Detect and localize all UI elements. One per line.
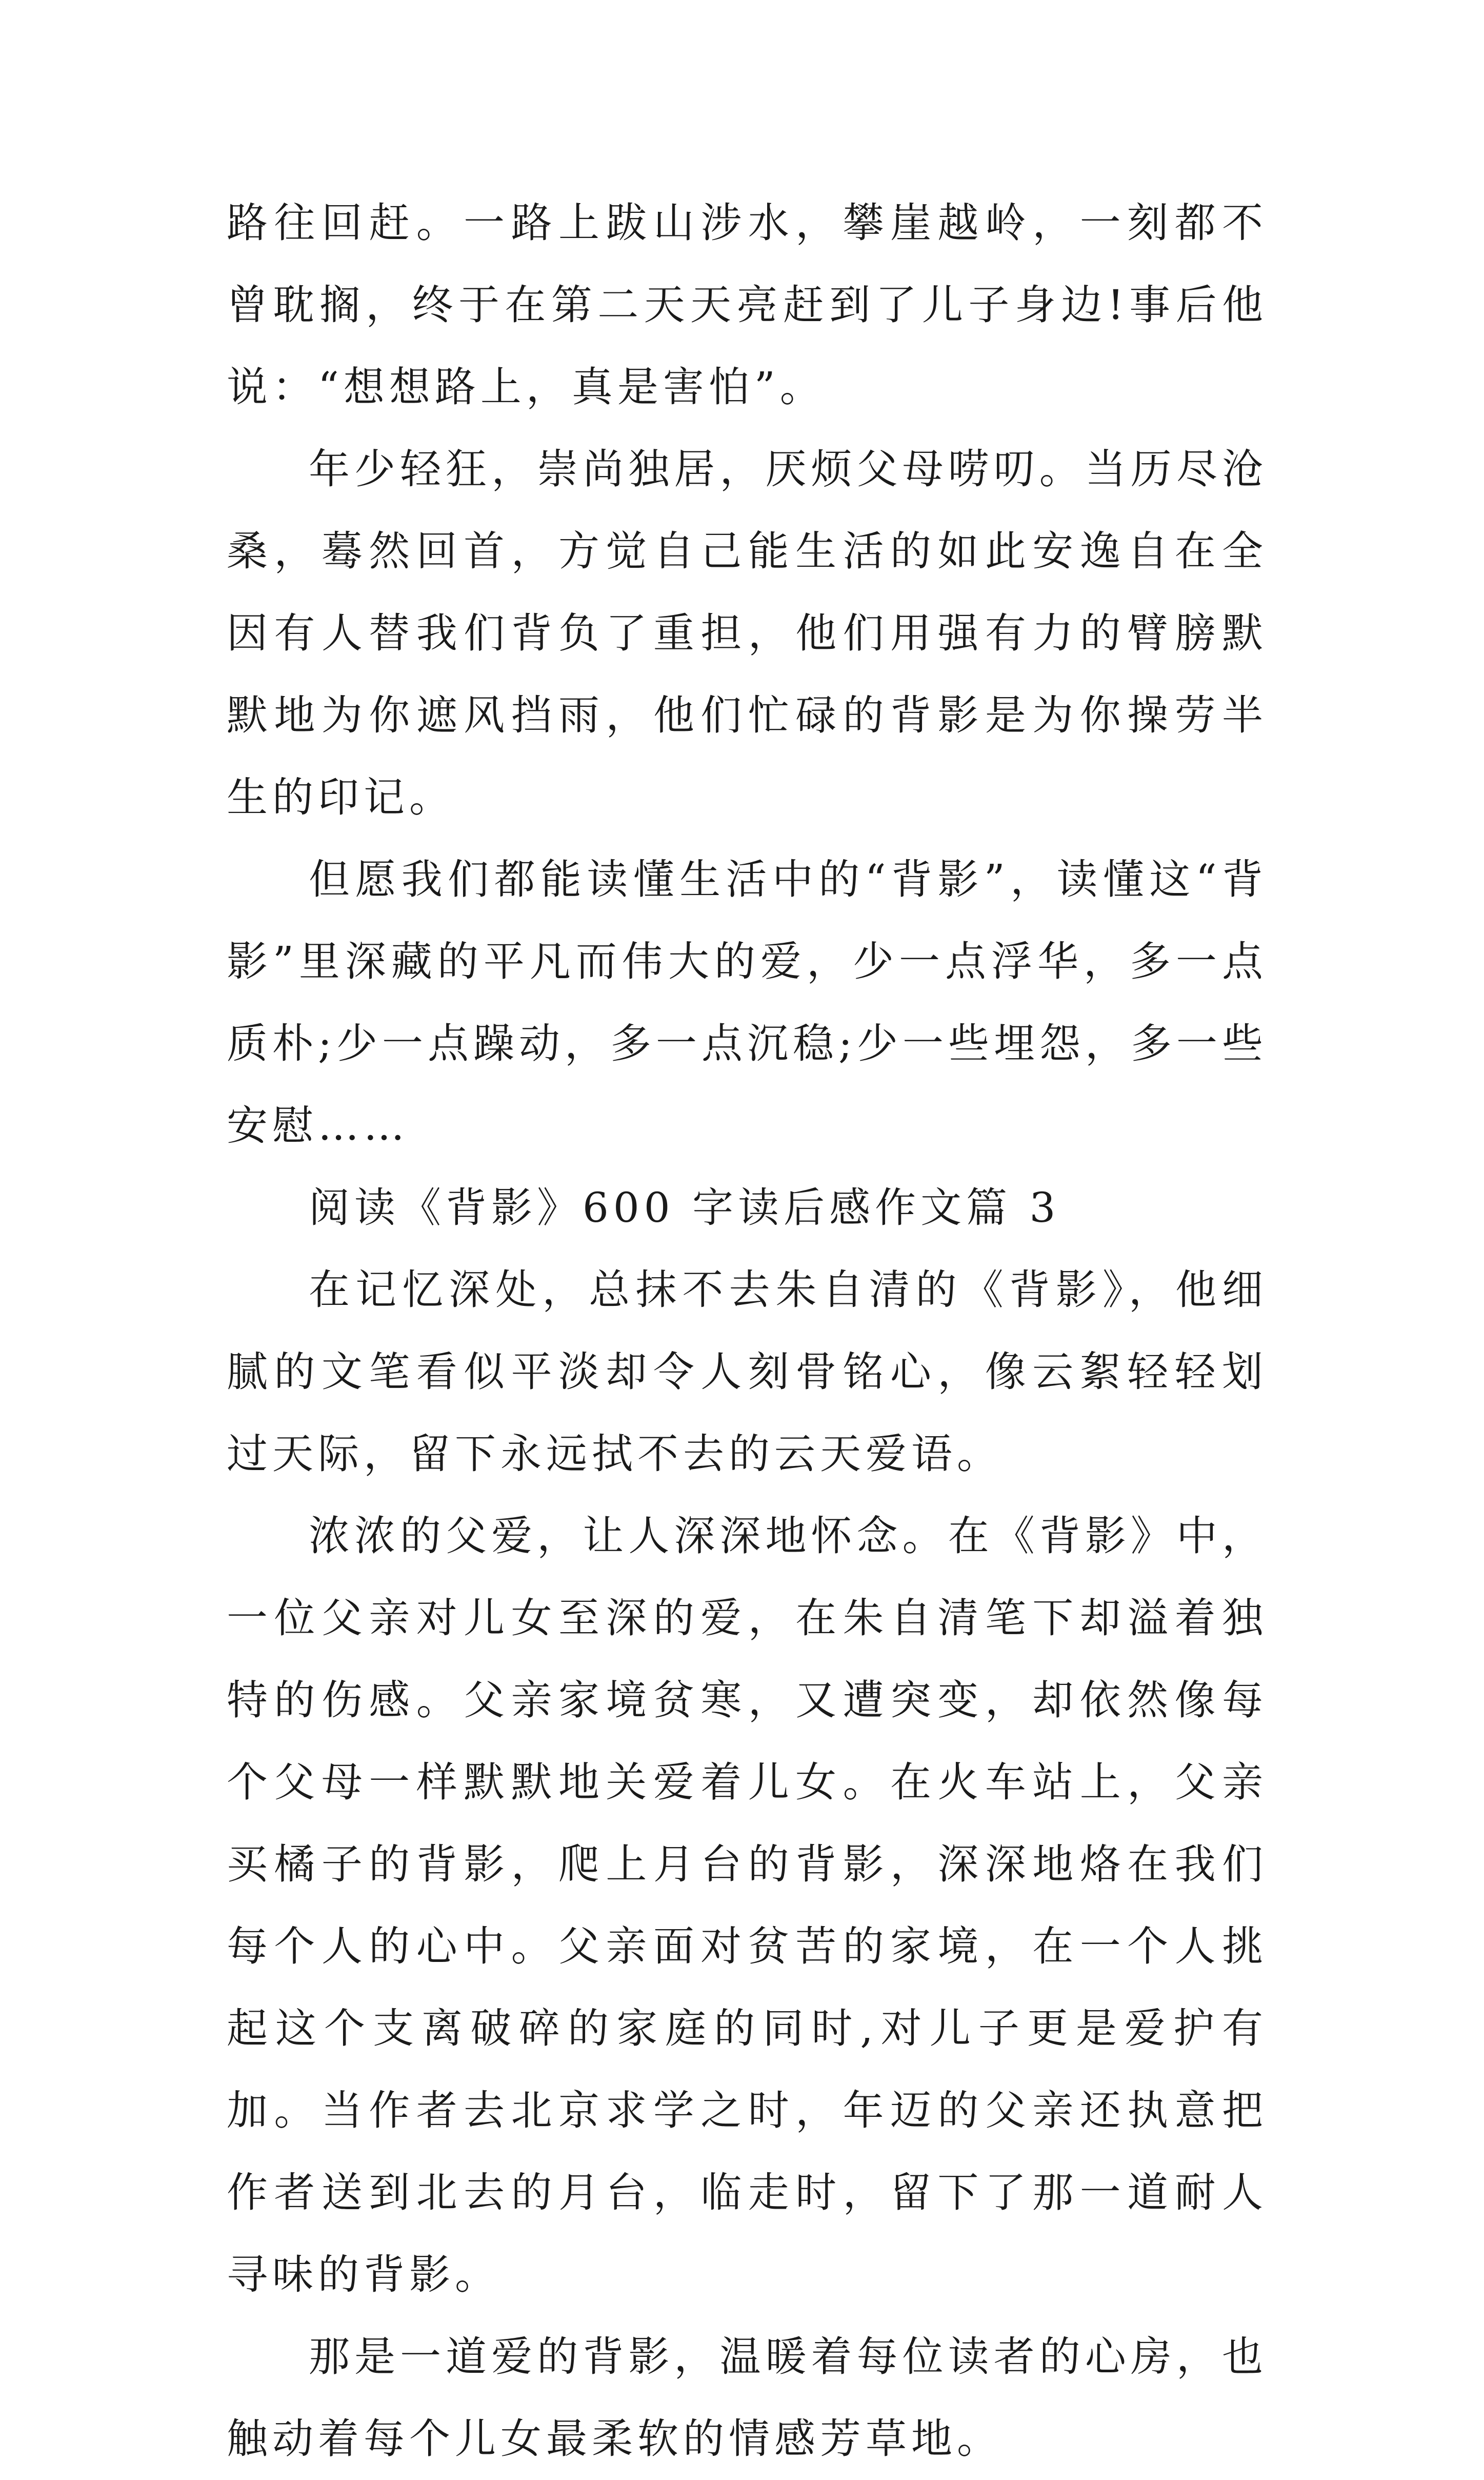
section-heading: 阅读《背影》600 字读后感作文篇 3 [309, 1184, 1060, 1232]
paragraph-youth-reflection: 年少轻狂，崇尚独居，厌烦父母唠叨。当历尽沧桑，蓦然回首，方觉自己能生活的如此安逸自在全因有人替我们背负了重担，他们用强有力的臂膀默默地为你遮风挡雨，他们忙碌的背影是为你操劳半生的印记。 [227, 445, 1268, 821]
paragraph-closing: 那是一道爱的背影，温暖着每位读者的心房，也触动着每个儿女最柔软的情感芳草地。 [227, 2333, 1268, 2463]
paragraph-memory: 在记忆深处，总抹不去朱自清的《背影》，他细腻的文笔看似平淡却令人刻骨铭心，像云絮轻轻划过天际，留下永远拭不去的云天爱语。 [227, 1266, 1268, 1478]
paragraph-continuation: 路往回赶。一路上跋山涉水，攀崖越岭，一刻都不曾耽搁，终于在第二天天亮赶到了儿子身边!事后他说：“想想路上，真是害怕”。 [227, 199, 1268, 411]
document-body [227, 182, 1268, 2480]
paragraph-fatherly-love: 浓浓的父爱，让人深深地怀念。在《背影》中，一位父亲对儿女至深的爱，在朱自清笔下却溢着独特的伤感。父亲家境贫寒，又遭突变，却依然像每个父母一样默默地关爱着儿女。在火车站上，父亲买橘子的背影，爬上月台的背影，深深地烙在我们每个人的心中。父亲面对贫苦的家境，在一个人挑起这个支离破碎的家庭的同时,对儿子更是爱护有加。当作者去北京求学之时，年迈的父亲还执意把作者送到北去的月台，临走时，留下了那一道耐人寻味的背影。 [227, 1512, 1268, 2298]
paragraph-understanding-back: 但愿我们都能读懂生活中的“背影”，读懂这“背影”里深藏的平凡而伟大的爱，少一点浮华，多一点质朴;少一点躁动，多一点沉稳;少一些埋怨，多一些安慰…… [227, 856, 1268, 1149]
